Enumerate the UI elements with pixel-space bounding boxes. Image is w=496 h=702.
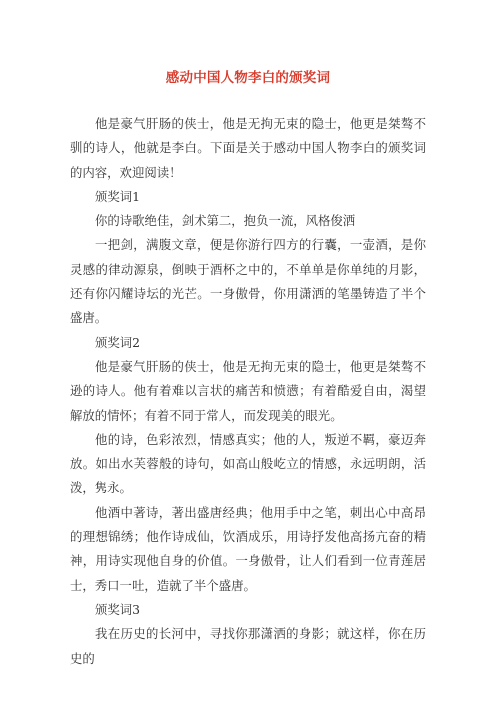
award-2-paragraph-3: 他酒中著诗，著出盛唐经典；他用手中之笔，刺出心中高昂的理想锦绣；他作诗成仙，饮酒成乐，用诗抒发他高扬亢奋的精神，用诗实现他自身的价值。一身傲骨，让人们看到一位青莲居士，秀口一吐，造就了半个盛唐。 [70,504,426,593]
document-title: 感动中国人物李白的颁奖词 [165,70,331,86]
award-1-paragraph: 一把剑，满腹文章，便是你游行四方的行囊，一壶酒，是你灵感的律动源泉，倒映于酒杯之中的，不单单是你单纯的月影，还有你闪耀诗坛的光芒。一身傲骨，你用潇洒的笔墨铸造了半个盛唐。 [70,237,426,326]
section-heading-award-2: 颁奖词2 [95,334,141,350]
award-3-paragraph-1: 我在历史的长河中，寻找你那潇洒的身影；就这样，你在历史的 [70,626,426,666]
intro-paragraph: 他是豪气肝肠的侠士，他是无拘无束的隐士，他更是桀骜不驯的诗人，他就是李白。下面是关于感动中国人物李白的颁奖词的内容，欢迎阅读！ [70,116,426,180]
award-1-line: 你的诗歌绝佳，剑术第二，抱负一流，风格俊洒 [95,213,356,229]
section-heading-award-3: 颁奖词3 [95,601,141,617]
section-heading-award-1: 颁奖词1 [95,188,141,204]
award-2-paragraph-1: 他是豪气肝肠的侠士，他是无拘无束的隐士，他更是桀骜不逊的诗人。他有着难以言状的痛苦和愤懑；有着酷爱自由，渴望解放的情怀；有着不同于常人，而发现美的眼光。 [70,358,426,423]
award-2-paragraph-2: 他的诗，色彩浓烈，情感真实；他的人，叛逆不羁，豪迈奔放。如出水芙蓉般的诗句，如高山般屹立的情感，永远明朗，活泼，隽永。 [70,431,426,496]
document-body [70,112,426,671]
